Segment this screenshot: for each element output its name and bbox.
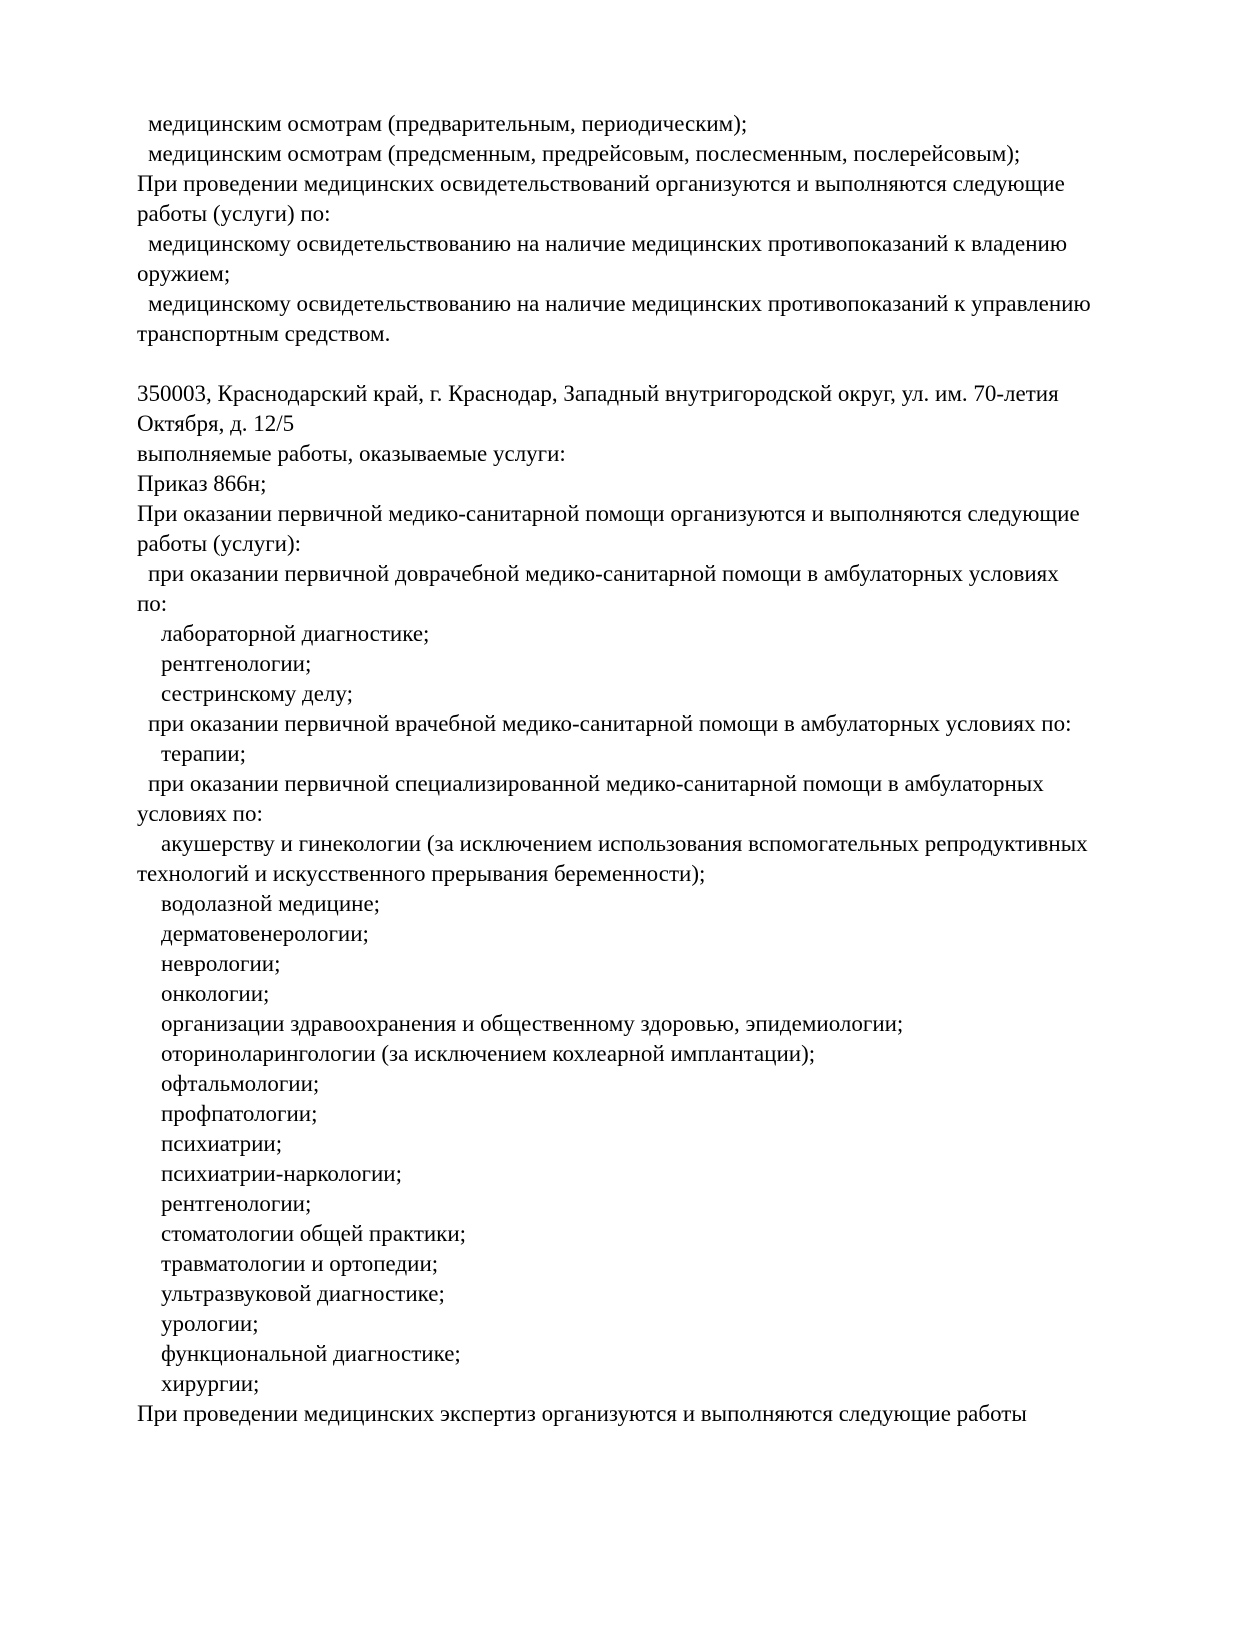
text-line: профпатологии; [161, 1101, 318, 1126]
text-line: рентгенологии; [161, 1191, 312, 1216]
text-line: работы (услуги): [137, 531, 301, 556]
text-line: неврологии; [161, 951, 281, 976]
text-line: по: [137, 591, 168, 616]
text-line: при оказании первичной доврачебной медико-санитарной помощи в амбулаторных условиях [148, 561, 1059, 586]
text-line: При проведении медицинских освидетельствований организуются и выполняются следующие [137, 171, 1065, 196]
text-line: при оказании первичной врачебной медико-санитарной помощи в амбулаторных условиях по: [148, 711, 1072, 736]
text-line: водолазной медицине; [161, 891, 381, 916]
text-line: ультразвуковой диагностике; [161, 1281, 445, 1306]
text-line: Приказ 866н; [137, 471, 267, 496]
text-line: технологий и искусственного прерывания беременности); [137, 861, 706, 886]
text-line: организации здравоохранения и общественному здоровью, эпидемиологии; [161, 1011, 904, 1036]
text-line: офтальмологии; [161, 1071, 320, 1096]
text-line: рентгенологии; [161, 651, 312, 676]
text-line: При проведении медицинских экспертиз организуются и выполняются следующие работы [137, 1401, 1027, 1426]
text-line: сестринскому делу; [161, 681, 353, 706]
text-line: терапии; [161, 741, 246, 766]
text-line: психиатрии; [161, 1131, 283, 1156]
text-line: выполняемые работы, оказываемые услуги: [137, 441, 566, 466]
text-line [137, 349, 1230, 379]
text-line: работы (услуги) по: [137, 201, 331, 226]
text-line: хирургии; [161, 1371, 260, 1396]
text-line: медицинскому освидетельствованию на наличие медицинских противопоказаний к владению [148, 231, 1068, 256]
text-line: лабораторной диагностике; [161, 621, 430, 646]
text-line: медицинским осмотрам (предварительным, периодическим); [148, 111, 748, 136]
text-line: психиатрии-наркологии; [161, 1161, 402, 1186]
text-line: акушерству и гинекологии (за исключением использования вспомогательных репродуктивных [161, 831, 1088, 856]
text-line: медицинскому освидетельствованию на наличие медицинских противопоказаний к управлению [148, 291, 1091, 316]
text-line: транспортным средством. [137, 321, 391, 346]
text-line: оториноларингологии (за исключением кохлеарной имплантации); [161, 1041, 816, 1066]
text-line: При оказании первичной медико-санитарной помощи организуются и выполняются следующие [137, 501, 1080, 526]
text-line: урологии; [161, 1311, 259, 1336]
text-line: дерматовенерологии; [161, 921, 369, 946]
text-line: функциональной диагностике; [161, 1341, 461, 1366]
text-line: стоматологии общей практики; [161, 1221, 467, 1246]
text-line: при оказании первичной специализированной медико-санитарной помощи в амбулаторных [148, 771, 1044, 796]
text-line: условиях по: [137, 801, 263, 826]
text-line: Октября, д. 12/5 [137, 411, 295, 436]
text-line: медицинским осмотрам (предсменным, предрейсовым, послесменным, послерейсовым); [148, 141, 1021, 166]
text-line: онкологии; [161, 981, 270, 1006]
text-line: травматологии и ортопедии; [161, 1251, 439, 1276]
text-line: оружием; [137, 261, 231, 286]
text-line: 350003, Краснодарский край, г. Краснодар, Западный внутригородской округ, ул. им. 70-летия [137, 381, 1059, 406]
